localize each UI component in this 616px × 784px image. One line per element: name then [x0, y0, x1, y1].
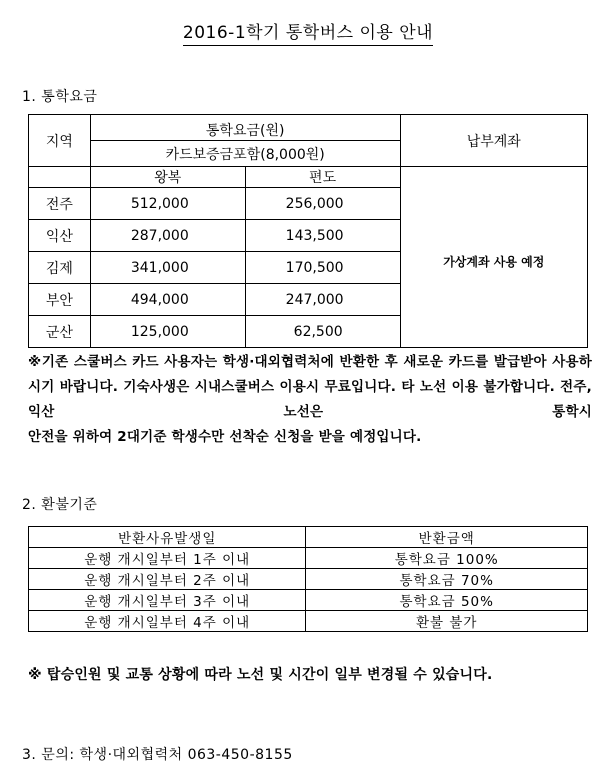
region-cell: 익산	[29, 220, 91, 252]
refund-reason-cell: 운행 개시일부터 3주 이내	[29, 590, 306, 611]
roundtrip-cell: 512,000	[90, 188, 245, 220]
refund-reason-cell: 운행 개시일부터 2주 이내	[29, 569, 306, 590]
refund-amount-cell: 통학요금 100%	[306, 548, 588, 569]
roundtrip-cell: 287,000	[90, 220, 245, 252]
account-header: 납부계좌	[400, 115, 588, 167]
refund-amount-cell: 환불 불가	[306, 611, 588, 632]
table-row	[29, 611, 588, 632]
oneway-cell: 256,000	[245, 188, 400, 220]
oneway-header: 편도	[245, 167, 400, 188]
refund-amount-header: 반환금액	[306, 527, 588, 548]
region-cell: 부안	[29, 284, 91, 316]
page-title: 2016-1학기 통학버스 이용 안내	[0, 18, 616, 43]
region-cell: 김제	[29, 252, 91, 284]
fee-header: 통학요금(원)	[90, 115, 400, 141]
section2-heading: 2. 환불기준	[22, 497, 98, 513]
oneway-cell: 62,500	[245, 316, 400, 348]
refund-reason-cell: 운행 개시일부터 1주 이내	[29, 548, 306, 569]
region-cell: 전주	[29, 188, 91, 220]
oneway-cell: 143,500	[245, 220, 400, 252]
region-header: 지역	[29, 115, 91, 167]
roundtrip-cell: 125,000	[90, 316, 245, 348]
refund-table	[28, 526, 588, 632]
region-cell: 군산	[29, 316, 91, 348]
account-note: 가상계좌 사용 예정	[400, 167, 588, 348]
table-row	[29, 569, 588, 590]
refund-amount-cell: 통학요금 50%	[306, 590, 588, 611]
route-change-notice: ※ 탑승인원 및 교통 상황에 따라 노선 및 시간이 일부 변경될 수 있습니다.	[28, 667, 493, 683]
section1-heading: 1. 통학요금	[22, 89, 98, 105]
roundtrip-header: 왕복	[90, 167, 245, 188]
fee-subheader: 카드보증금포함(8,000원)	[90, 141, 400, 167]
refund-reason-cell: 운행 개시일부터 4주 이내	[29, 611, 306, 632]
oneway-cell: 247,000	[245, 284, 400, 316]
contact-info: 3. 문의: 학생·대외협력처 063-450-8155	[22, 747, 293, 763]
refund-amount-cell: 통학요금 70%	[306, 569, 588, 590]
table-row	[29, 548, 588, 569]
fee-notice: ※기존 스쿨버스 카드 사용자는 학생·대외협력처에 반환한 후 새로운 카드를 발급받아 사용하시기 바랍니다. 기숙사생은 시내스쿨버스 이용시 무료입니다. 타 노선 이용 불가합니다. 전주, 익산 노선은 통학시 안전을 위하여 2대기준 학생수만 선착순 신청을 받을 예정입니다.	[28, 354, 592, 445]
refund-reason-header: 반환사유발생일	[29, 527, 306, 548]
roundtrip-cell: 341,000	[90, 252, 245, 284]
fee-table	[28, 114, 588, 348]
table-row	[29, 590, 588, 611]
roundtrip-cell: 494,000	[90, 284, 245, 316]
oneway-cell: 170,500	[245, 252, 400, 284]
